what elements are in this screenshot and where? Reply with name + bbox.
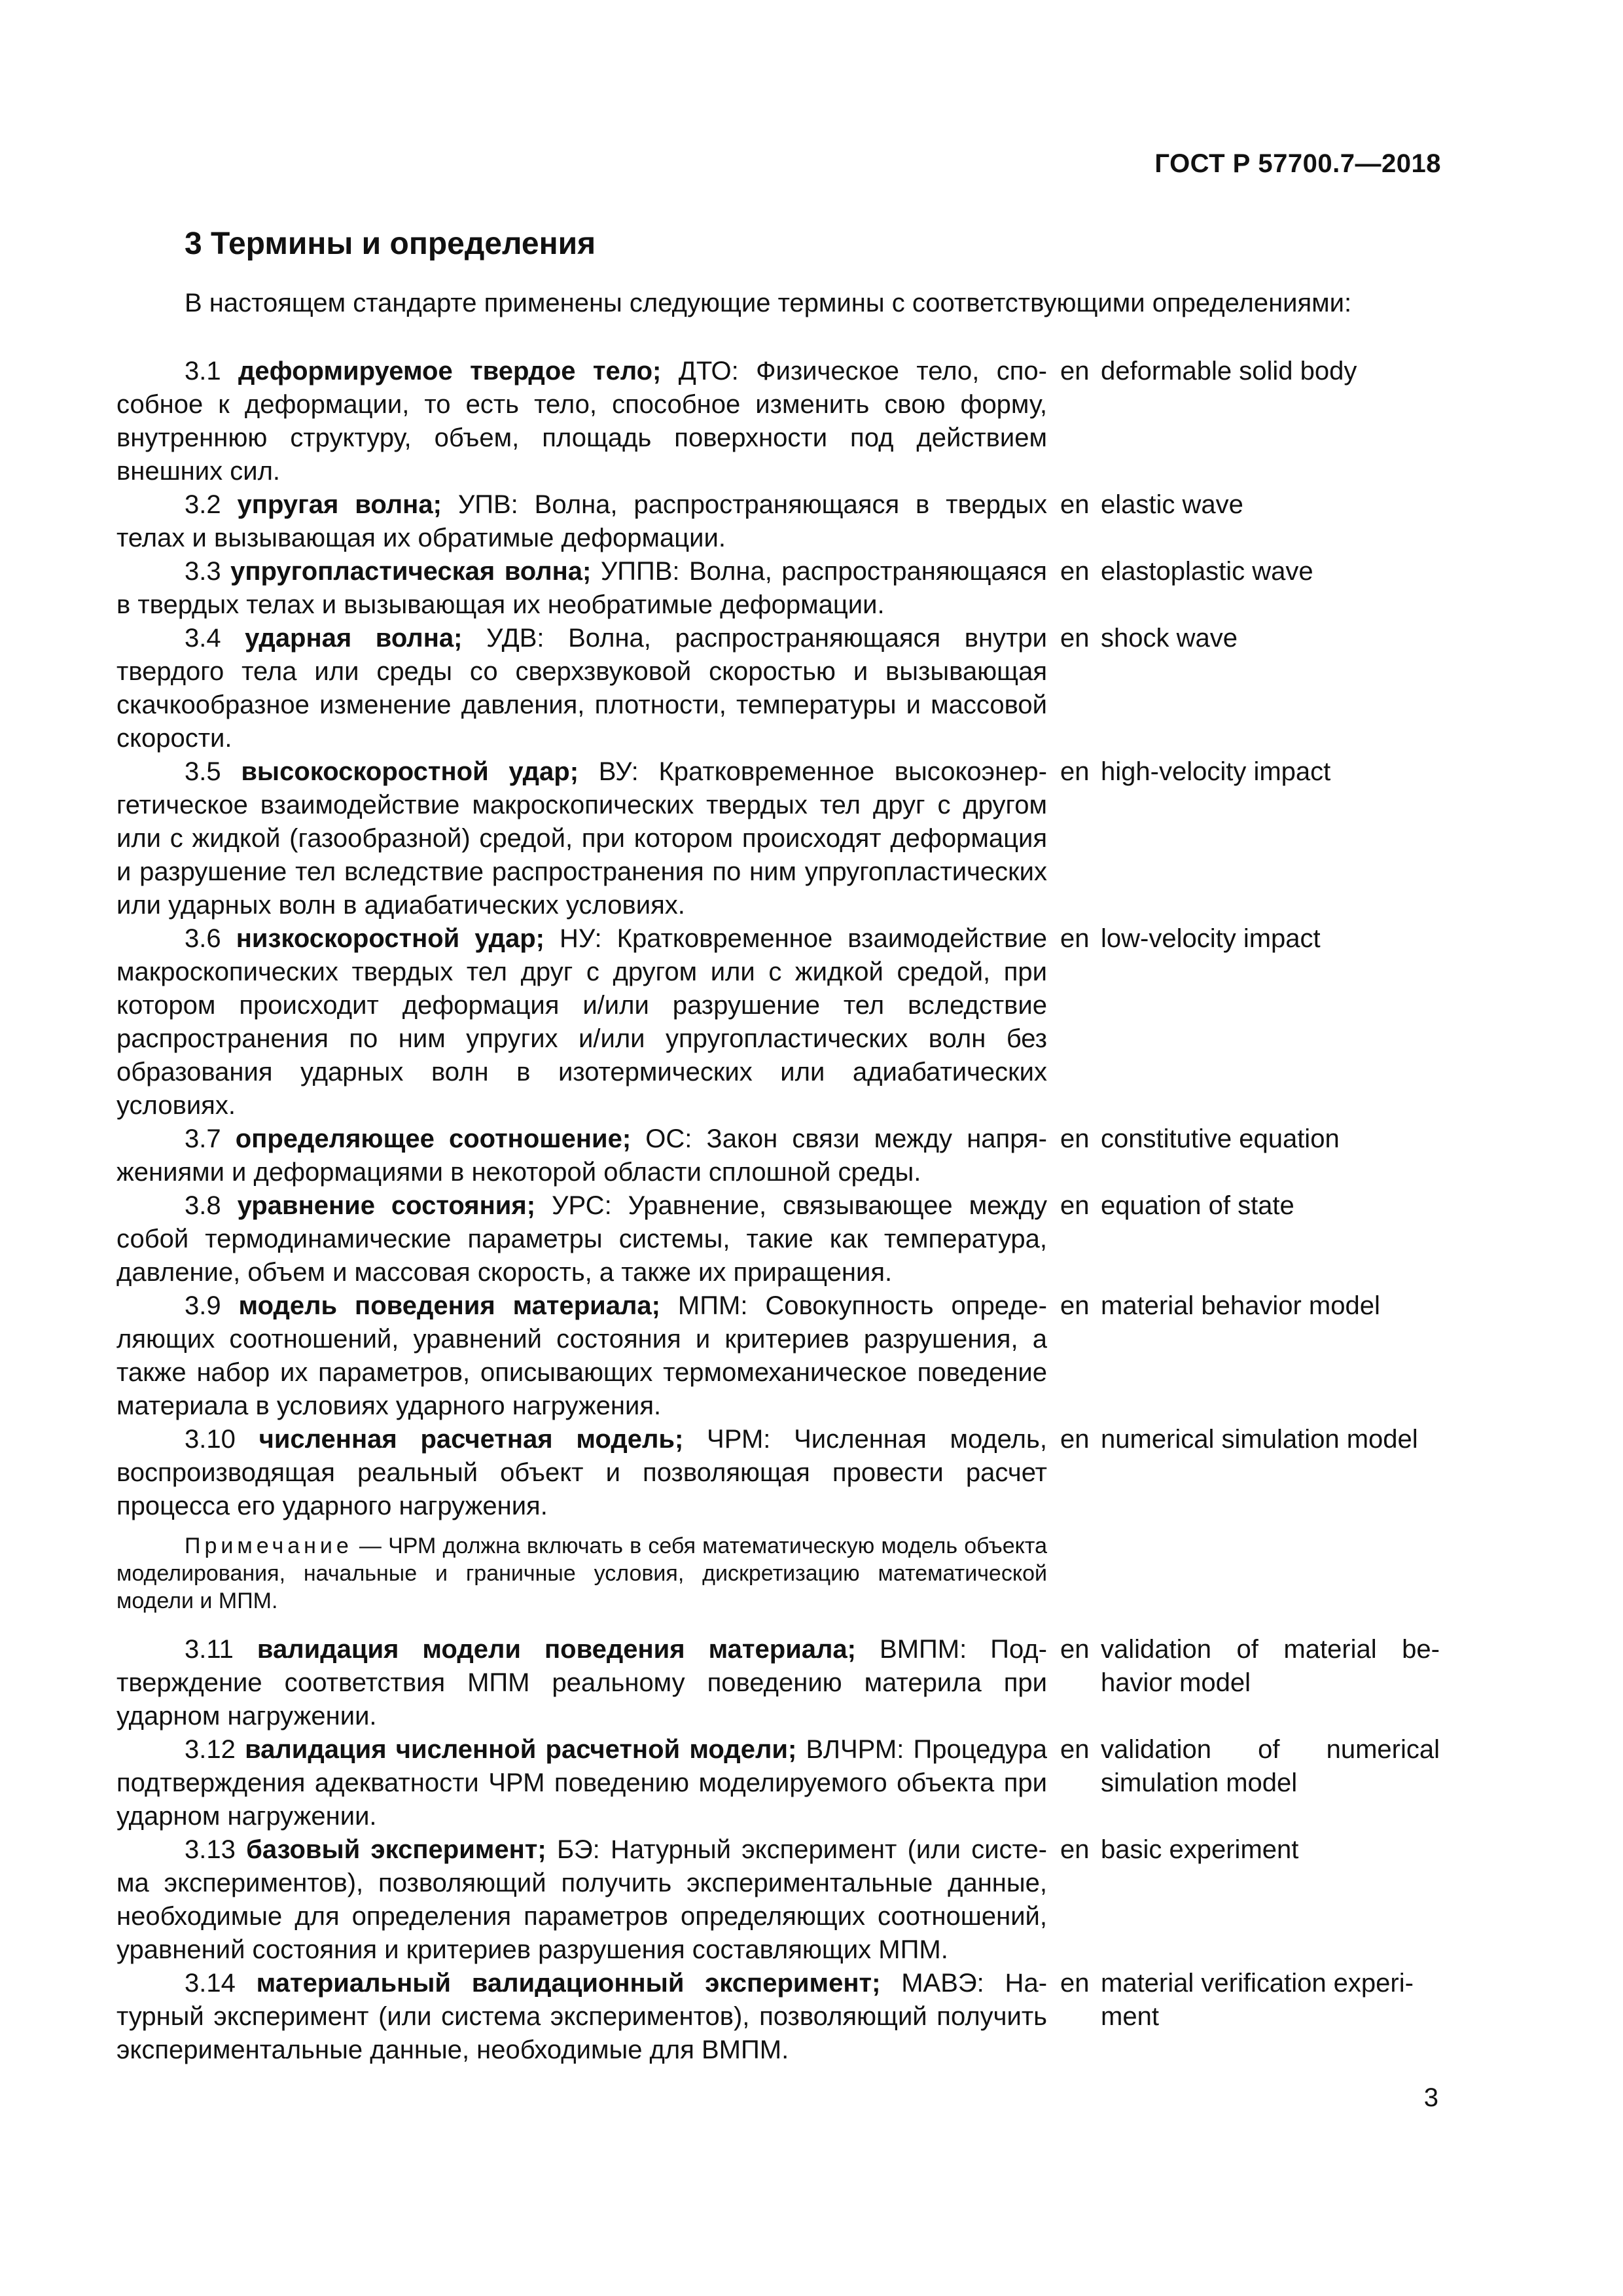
english-equivalent: en deformable solid body [1060, 357, 1357, 386]
english-equivalent: en elastic wave [1060, 490, 1243, 519]
term-definition: 3.6 низкоскоростной удар; НУ: Кратковременное взаимодействие макроскопических твердых тел друг с другом или с жидкой средой, при котором происходит деформация и/или разрушение тел вследствие распространения по ним упругих и/или упругопластических волн без образования ударных волн в изотермических или адиабатических условиях. [116, 924, 1047, 1120]
term-definition: 3.5 высокоскоростной удар; ВУ: Кратковременное высокоэнергетическое взаимодействие макроскопических твердых тел друг с другом или с жидкой (газообразной) средой, при котором происходят деформация и разрушение тел вследствие распространения по ним упругопластических или ударных волн в адиабатических условиях. [116, 757, 1047, 920]
term-entry [116, 1633, 1440, 1733]
term-name: базовый эксперимент; [246, 1835, 546, 1864]
english-equivalent: en basic experiment [1060, 1835, 1299, 1864]
term-entry [116, 1967, 1440, 2067]
note [116, 1532, 1047, 1615]
term-entry [116, 488, 1440, 555]
term-entry [116, 1833, 1440, 1967]
intro-paragraph: В настоящем стандарте применены следующие термины с соответствующими определениями: [185, 289, 1352, 317]
term-name: валидация численной расчетной модели; [245, 1735, 797, 1764]
term-name: ударная волна; [245, 624, 463, 653]
term-entry [116, 355, 1440, 488]
term-entry [116, 1289, 1440, 1423]
note-label: Примечание [185, 1534, 353, 1558]
term-name: высокоскоростной удар; [241, 757, 579, 786]
english-equivalent: en shock wave [1060, 624, 1238, 653]
page-number: 3 [1423, 2083, 1438, 2112]
term-entry [116, 1733, 1440, 1833]
term-name: модель поведения материала; [238, 1291, 660, 1320]
term-definition: 3.14 материальный валидационный эксперимент; МАВЭ: Натурный эксперимент (или система экспериментов), позволяющий получить экспериментальные данные, необходимые для ВМПМ. [116, 1969, 1048, 2064]
term-entry [116, 922, 1440, 1122]
term-name: материальный валидационный эксперимент; [256, 1969, 881, 1998]
term-name: определяющее соотношение; [235, 1124, 632, 1153]
note-text: — ЧРМ должна включать в себя математическую модель объекта моделирования, начальные и граничные условия, дискретизацию математической модели и МПМ. [116, 1534, 1047, 1613]
english-equivalent: en low-velocity impact [1060, 924, 1321, 953]
term-entry [116, 622, 1440, 755]
term-definition: 3.7 определяющее соотношение; ОС: Закон связи между напряжениями и деформациями в некоторой области сплошной среды. [116, 1124, 1047, 1187]
english-equivalent: en numerical simulation model [1060, 1425, 1418, 1454]
term-definition: 3.11 валидация модели поведения материала; ВМПМ: Подтверждение соответствия МПМ реальному поведению материла при ударном нагружении. [116, 1635, 1047, 1731]
document-code: ГОСТ Р 57700.7—2018 [1154, 149, 1441, 178]
english-equivalent: en constitutive equation [1060, 1124, 1340, 1153]
english-equivalent: en material verification experiment [1060, 1969, 1414, 2031]
term-entry [116, 1423, 1440, 1523]
section-title: 3 Термины и определения [185, 226, 596, 261]
term-definition: 3.4 ударная волна; УДВ: Волна, распространяющаяся внутри твердого тела или среды со сверхзвуковой скоростью и вызывающая скачкообразное изменение давления, плотности, температуры и массовой скорости. [116, 624, 1047, 753]
term-definition: 3.2 упругая волна; УПВ: Волна, распространяющаяся в твердых телах и вызывающая их обратимые деформации. [116, 490, 1047, 552]
english-equivalent: en validation of numerical simulation model [1060, 1735, 1440, 1797]
english-equivalent: en high-velocity impact [1060, 757, 1331, 786]
term-name: уравнение состояния; [237, 1191, 536, 1220]
term-entry [116, 755, 1440, 922]
term-definition: 3.12 валидация численной расчетной модели; ВЛЧРМ: Процедура подтверждения адекватности ЧРМ поведению моделируемого объекта при ударном нагружении. [116, 1735, 1047, 1831]
english-equivalent: en elastoplastic wave [1060, 557, 1313, 586]
term-definition: 3.1 деформируемое твердое тело; ДТО: Физическое тело, способное к деформации, то есть тело, способное изменить свою форму, внутреннюю структуру, объем, площадь поверхности под действием внешних сил. [116, 357, 1047, 486]
term-entry [116, 555, 1440, 622]
term-name: деформируемое твердое тело; [238, 357, 662, 386]
english-equivalent: en equation of state [1060, 1191, 1294, 1220]
term-name: упругопластическая волна; [230, 557, 592, 586]
term-definition: 3.8 уравнение состояния; УРС: Уравнение, связывающее между собой термодинамические параметры системы, такие как температура, давление, объем и массовая скорость, а также их приращения. [116, 1191, 1047, 1287]
term-definition: 3.9 модель поведения материала; МПМ: Совокупность определяющих соотношений, уравнений состояния и критериев разрушения, а также набор их параметров, описывающих термомеханическое поведение материала в условиях ударного нагружения. [116, 1291, 1047, 1420]
term-definition: 3.10 численная расчетная модель; ЧРМ: Численная модель, воспроизводящая реальный объект и позволяющая провести расчет процесса его ударного нагружения. [116, 1425, 1047, 1520]
english-equivalent: en material behavior model [1060, 1291, 1380, 1320]
term-name: численная расчетная модель; [259, 1425, 684, 1454]
term-name: валидация модели поведения материала; [257, 1635, 856, 1664]
term-name: низкоскоростной удар; [236, 924, 544, 953]
term-definition: 3.3 упругопластическая волна; УППВ: Волна, распространяющаяся в твердых телах и вызывающая их необратимые деформации. [116, 557, 1047, 619]
term-name: упругая волна; [237, 490, 442, 519]
english-equivalent: en validation of material behavior model [1060, 1635, 1440, 1697]
term-entry [116, 1189, 1440, 1289]
term-entry [116, 1122, 1440, 1189]
term-definition: 3.13 базовый эксперимент; БЭ: Натурный эксперимент (или система экспериментов), позволяющий получить экспериментальные данные, необходимые для определения параметров определяющих соотношений, уравнений состояния и критериев разрушения составляющих МПМ. [116, 1835, 1047, 1964]
terms-list [116, 355, 1440, 2067]
